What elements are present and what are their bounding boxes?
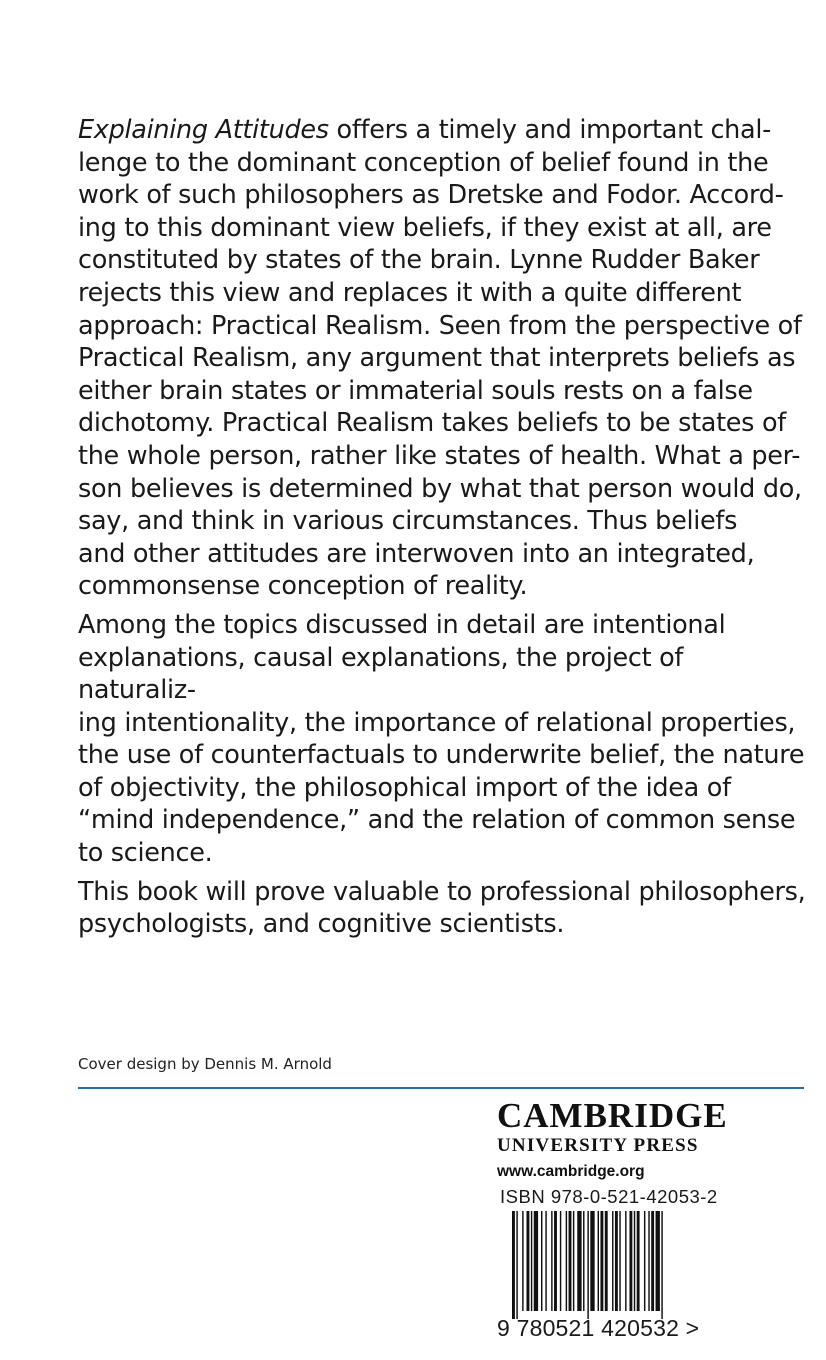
publisher-url: www.cambridge.org [497, 1163, 645, 1180]
blurb-paragraph-3: This book will prove valuable to professional philosophers, psychologists, and cognitive scientists. [78, 876, 806, 940]
isbn-label: ISBN 978-0-521-42053-2 [500, 1186, 718, 1207]
blurb-paragraph-1-text: offers a timely and important chal- lenge to the dominant conception of belief found in the work of such philosophers as Dretske and Fodor. Accord- ing to this dominant view beliefs, if they exist at all, are constituted by states of the brain. Lynne Rudder Baker rejects this view and replaces it with a quite different approach: Practical Realism. Seen from the perspective of Practical Realism, any argument that interprets beliefs as either brain states or immaterial souls rests on a false dichotomy. Practical Realism takes beliefs to be states of the whole person, rather like states of health. What a per- son believes is determined by what that person would do, say, and think in various circumstances. Thus beliefs and other attitudes are interwoven into an integrated, commonsense conception of reality. [78, 115, 802, 602]
back-cover-blurb [78, 114, 808, 947]
blurb-paragraph-2: Among the topics discussed in detail are intentional explanations, causal explanations, the project of naturaliz- ing intentionality, the importance of relational properties, the use of counterfactuals to underwrite belief, the nature of objectivity, the philosophical import of the idea of “mind independence,” and the relation of common sense to science. [78, 609, 805, 869]
divider-rule [78, 1087, 804, 1089]
publisher-logo [497, 1098, 728, 1184]
barcode-icon [512, 1211, 702, 1319]
cover-design-credit: Cover design by Dennis M. Arnold [78, 1055, 332, 1073]
blurb-paragraph-1 [78, 114, 808, 603]
barcode-digits: 9 780521 420532 > [497, 1315, 700, 1341]
publisher-subtitle: UNIVERSITY PRESS [497, 1135, 699, 1156]
publisher-name: CAMBRIDGE [497, 1096, 728, 1135]
book-title: Explaining Attitudes [78, 115, 329, 145]
